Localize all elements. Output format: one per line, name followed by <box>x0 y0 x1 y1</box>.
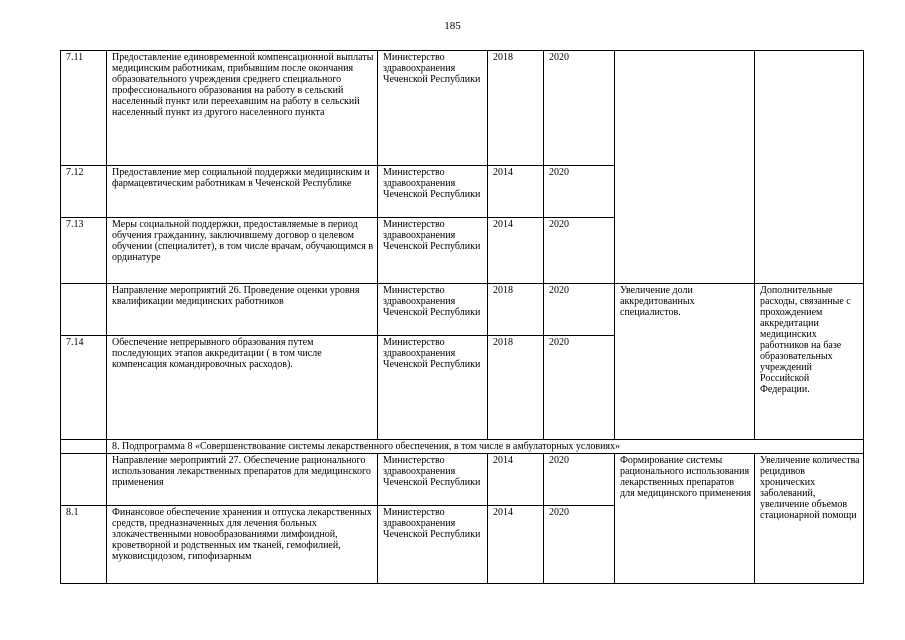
activity-name: Обеспечение непрерывного образования путем последующих этапов аккредитации ( в том числе компенсация командировочных расходов). <box>107 336 378 440</box>
activity-name: Предоставление мер социальной поддержки медицинским и фармацевтическим работникам в Чеченской Республике <box>107 166 378 218</box>
executor: Министерство здравоохранения Чеченской Республики <box>378 166 488 218</box>
executor: Министерство здравоохранения Чеченской Республики <box>378 506 488 584</box>
end-year: 2020 <box>544 336 615 440</box>
table-row <box>61 51 864 166</box>
executor: Министерство здравоохранения Чеченской Республики <box>378 218 488 284</box>
end-year: 2020 <box>544 284 615 336</box>
start-year: 2018 <box>488 336 544 440</box>
start-year: 2018 <box>488 51 544 166</box>
start-year: 2014 <box>488 454 544 506</box>
start-year: 2014 <box>488 218 544 284</box>
table-row <box>61 454 864 506</box>
row-number: 8.1 <box>61 506 107 584</box>
expected-result-cell <box>615 51 755 284</box>
executor: Министерство здравоохранения Чеченской Республики <box>378 336 488 440</box>
expected-result: Формирование системы рационального использования лекарственных препаратов для медицинского применения <box>615 454 755 584</box>
row-number: 7.11 <box>61 51 107 166</box>
end-year: 2020 <box>544 454 615 506</box>
activities-table <box>60 50 864 584</box>
start-year: 2014 <box>488 506 544 584</box>
end-year: 2020 <box>544 506 615 584</box>
activity-name: Меры социальной поддержки, предоставляемые в период обучения гражданину, заключившему договор о целевом обучении (специалитет), в том числе врачам, обучающимся в ординатуре <box>107 218 378 284</box>
table-row <box>61 440 864 454</box>
row-number <box>61 454 107 506</box>
end-year: 2020 <box>544 218 615 284</box>
end-year: 2020 <box>544 166 615 218</box>
executor: Министерство здравоохранения Чеченской Республики <box>378 454 488 506</box>
activity-name: Направление мероприятий 26. Проведение оценки уровня квалификации медицинских работников <box>107 284 378 336</box>
activity-name: Предоставление единовременной компенсационной выплаты медицинским работникам, прибывшим после окончания образовательного учреждения среднего специального профессионального образования на работу в сельский населенный пункт или переехавшим на работу в сельский населенный пункт из другого населенного пункта <box>107 51 378 166</box>
table-row <box>61 284 864 336</box>
end-year: 2020 <box>544 51 615 166</box>
consequences-cell <box>755 51 864 284</box>
activity-name: Финансовое обеспечение хранения и отпуска лекарственных средств, предназначенных для лечения больных злокачественными новообразованиями лимфоидной, кроветворной и родственных им тканей, гемофилией, муковисцидозом, гипофизарным <box>107 506 378 584</box>
row-number: 7.12 <box>61 166 107 218</box>
row-number: 7.14 <box>61 336 107 440</box>
row-number: 7.13 <box>61 218 107 284</box>
activity-name: Направление мероприятий 27. Обеспечение рационального использования лекарственных препаратов для медицинского применения <box>107 454 378 506</box>
subprogram-title: 8. Подпрограмма 8 «Совершенствование системы лекарственного обеспечения, в том числе в амбулаторных условиях» <box>107 440 864 454</box>
start-year: 2014 <box>488 166 544 218</box>
row-number <box>61 284 107 336</box>
row-number <box>61 440 107 454</box>
consequences: Увеличение количества рецидивов хронических заболеваний, увеличение объемов стационарной помощи <box>755 454 864 584</box>
expected-result: Увеличение доли аккредитованных специалистов. <box>615 284 755 440</box>
page-number: 185 <box>444 20 461 32</box>
executor: Министерство здравоохранения Чеченской Республики <box>378 284 488 336</box>
start-year: 2018 <box>488 284 544 336</box>
executor: Министерство здравоохранения Чеченской Республики <box>378 51 488 166</box>
consequences: Дополнительные расходы, связанные с прохождением аккредитации медицинских работников на базе образовательных учреждений Российской Федерации. <box>755 284 864 440</box>
